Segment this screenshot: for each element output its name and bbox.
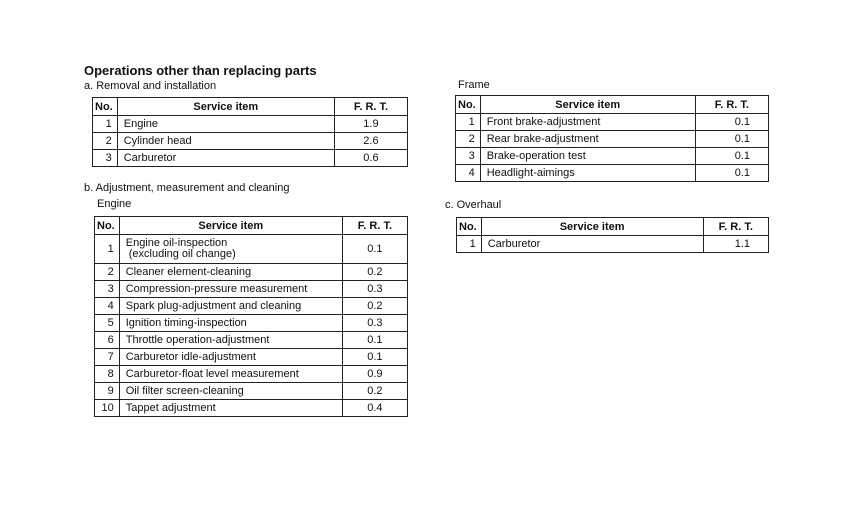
header-service-item: Service item xyxy=(117,98,334,116)
section-b-sublabel: Engine xyxy=(97,198,132,210)
table-row xyxy=(95,315,408,332)
section-b-label: b. Adjustment, measurement and cleaning xyxy=(84,182,290,194)
row-item: Spark plug-adjustment and cleaning xyxy=(119,298,342,315)
header-service-item: Service item xyxy=(119,217,342,235)
row-item: Front brake-adjustment xyxy=(480,114,695,131)
table-row xyxy=(93,150,408,167)
row-frt: 1.9 xyxy=(334,116,407,133)
table-row xyxy=(95,264,408,281)
row-frt: 0.1 xyxy=(695,148,768,165)
row-no: 3 xyxy=(456,148,481,165)
row-no: 1 xyxy=(456,114,481,131)
table-row xyxy=(93,116,408,133)
row-frt: 0.2 xyxy=(342,383,407,400)
row-item-line1: Engine oil-inspection xyxy=(125,237,228,249)
table-header xyxy=(95,217,408,235)
row-item: Cylinder head xyxy=(117,133,334,150)
table-header xyxy=(456,96,769,114)
row-item: Carburetor idle-adjustment xyxy=(119,349,342,366)
row-frt: 2.6 xyxy=(334,133,407,150)
row-frt: 0.1 xyxy=(342,332,407,349)
row-frt: 0.9 xyxy=(342,366,407,383)
row-no: 1 xyxy=(457,236,482,253)
header-no: No. xyxy=(456,96,481,114)
row-frt: 0.3 xyxy=(342,315,407,332)
row-no: 5 xyxy=(95,315,120,332)
row-item: Throttle operation-adjustment xyxy=(119,332,342,349)
frame-table xyxy=(455,95,769,182)
table-row xyxy=(457,236,769,253)
row-frt: 1.1 xyxy=(703,236,768,253)
table-header xyxy=(93,98,408,116)
adjustment-table xyxy=(94,216,408,417)
row-item xyxy=(119,235,342,264)
header-frt: F. R. T. xyxy=(703,218,768,236)
table-row xyxy=(95,383,408,400)
table-row xyxy=(456,165,769,182)
row-frt: 0.4 xyxy=(342,400,407,417)
row-no: 6 xyxy=(95,332,120,349)
row-frt: 0.1 xyxy=(695,165,768,182)
header-frt: F. R. T. xyxy=(334,98,407,116)
row-frt: 0.6 xyxy=(334,150,407,167)
table-row xyxy=(95,366,408,383)
row-item: Tappet adjustment xyxy=(119,400,342,417)
table-row xyxy=(456,148,769,165)
table-row xyxy=(95,298,408,315)
row-item: Oil filter screen-cleaning xyxy=(119,383,342,400)
table-row xyxy=(95,349,408,366)
row-item: Cleaner element-cleaning xyxy=(119,264,342,281)
row-no: 4 xyxy=(456,165,481,182)
frame-label: Frame xyxy=(458,79,490,91)
header-frt: F. R. T. xyxy=(342,217,407,235)
row-no: 1 xyxy=(93,116,118,133)
row-item: Engine xyxy=(117,116,334,133)
table-row xyxy=(95,400,408,417)
header-no: No. xyxy=(93,98,118,116)
row-no: 2 xyxy=(93,133,118,150)
row-frt: 0.2 xyxy=(342,264,407,281)
row-no: 3 xyxy=(95,281,120,298)
row-item: Carburetor-float level measurement xyxy=(119,366,342,383)
row-item: Brake-operation test xyxy=(480,148,695,165)
header-service-item: Service item xyxy=(480,96,695,114)
row-no: 10 xyxy=(95,400,120,417)
row-item: Rear brake-adjustment xyxy=(480,131,695,148)
row-frt: 0.1 xyxy=(695,114,768,131)
row-item: Ignition timing-inspection xyxy=(119,315,342,332)
section-c-label: c. Overhaul xyxy=(445,199,502,211)
header-frt: F. R. T. xyxy=(695,96,768,114)
page-title: Operations other than replacing parts xyxy=(84,63,317,78)
header-service-item: Service item xyxy=(481,218,703,236)
table-row xyxy=(456,114,769,131)
row-no: 8 xyxy=(95,366,120,383)
row-item-line2: (excluding oil change) xyxy=(128,248,236,260)
section-a-label: a. Removal and installation xyxy=(84,80,217,92)
row-frt: 0.1 xyxy=(342,349,407,366)
row-item: Carburetor xyxy=(481,236,703,253)
row-item: Compression-pressure measurement xyxy=(119,281,342,298)
header-no: No. xyxy=(95,217,120,235)
row-item: Carburetor xyxy=(117,150,334,167)
table-row xyxy=(95,332,408,349)
row-no: 1 xyxy=(95,235,120,264)
table-header xyxy=(457,218,769,236)
row-no: 4 xyxy=(95,298,120,315)
removal-table xyxy=(92,97,408,167)
row-no: 3 xyxy=(93,150,118,167)
table-row xyxy=(456,131,769,148)
header-no: No. xyxy=(457,218,482,236)
table-row xyxy=(95,281,408,298)
row-frt: 0.3 xyxy=(342,281,407,298)
overhaul-table xyxy=(456,217,769,253)
row-no: 2 xyxy=(456,131,481,148)
row-item: Headlight-aimings xyxy=(480,165,695,182)
table-row xyxy=(93,133,408,150)
row-no: 9 xyxy=(95,383,120,400)
table-row xyxy=(95,235,408,264)
row-no: 7 xyxy=(95,349,120,366)
row-frt: 0.1 xyxy=(695,131,768,148)
row-frt: 0.2 xyxy=(342,298,407,315)
row-frt: 0.1 xyxy=(342,235,407,264)
row-no: 2 xyxy=(95,264,120,281)
